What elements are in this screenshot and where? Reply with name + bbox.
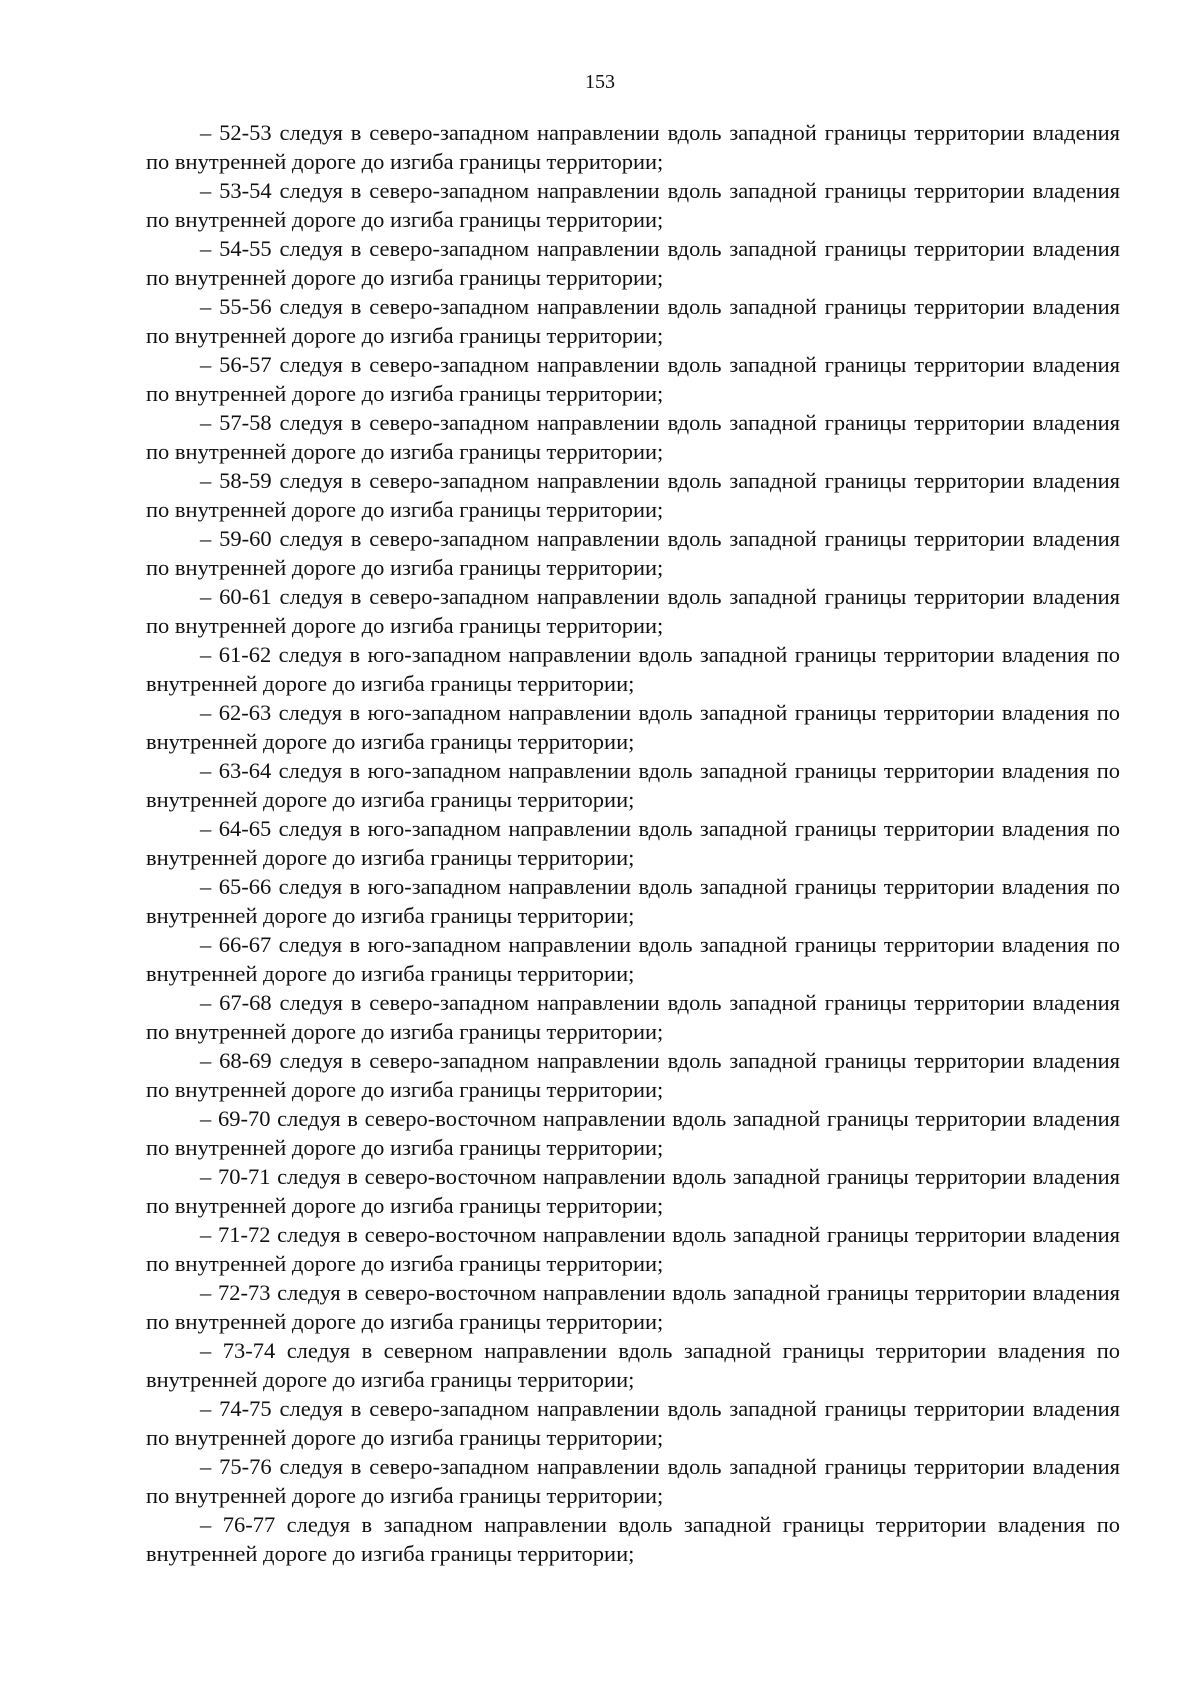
boundary-segment-paragraph: – 73-74 следуя в северном направлении вдоль западной границы территории владения по внутренней дороге до изгиба границы территории; bbox=[146, 1338, 1120, 1392]
boundary-segment-paragraph: – 63-64 следуя в юго-западном направлении вдоль западной границы территории владения по внутренней дороге до изгиба границы территории; bbox=[146, 758, 1120, 812]
boundary-segment-paragraph: – 61-62 следуя в юго-западном направлении вдоль западной границы территории владения по внутренней дороге до изгиба границы территории; bbox=[146, 642, 1120, 696]
boundary-segment-paragraph: – 54-55 следуя в северо-западном направлении вдоль западной границы территории владения по внутренней дороге до изгиба границы территории; bbox=[146, 236, 1120, 290]
boundary-segment-paragraph: – 70-71 следуя в северо-восточном направлении вдоль западной границы территории владения по внутренней дороге до изгиба границы территории; bbox=[146, 1164, 1120, 1218]
boundary-segment-paragraph: – 72-73 следуя в северо-восточном направлении вдоль западной границы территории владения по внутренней дороге до изгиба границы территории; bbox=[146, 1280, 1120, 1334]
boundary-segment-paragraph: – 67-68 следуя в северо-западном направлении вдоль западной границы территории владения по внутренней дороге до изгиба границы территории; bbox=[146, 990, 1120, 1044]
boundary-segment-paragraph: – 58-59 следуя в северо-западном направлении вдоль западной границы территории владения по внутренней дороге до изгиба границы территории; bbox=[146, 468, 1120, 522]
boundary-segment-paragraph: – 53-54 следуя в северо-западном направлении вдоль западной границы территории владения по внутренней дороге до изгиба границы территории; bbox=[146, 178, 1120, 232]
boundary-segment-paragraph: – 75-76 следуя в северо-западном направлении вдоль западной границы территории владения по внутренней дороге до изгиба границы территории; bbox=[146, 1454, 1120, 1508]
boundary-segment-paragraph: – 56-57 следуя в северо-западном направлении вдоль западной границы территории владения по внутренней дороге до изгиба границы территории; bbox=[146, 352, 1120, 406]
boundary-segment-paragraph: – 65-66 следуя в юго-западном направлении вдоль западной границы территории владения по внутренней дороге до изгиба границы территории; bbox=[146, 874, 1120, 928]
boundary-segment-paragraph: – 60-61 следуя в северо-западном направлении вдоль западной границы территории владения по внутренней дороге до изгиба границы территории; bbox=[146, 584, 1120, 638]
boundary-segment-paragraph: – 55-56 следуя в северо-западном направлении вдоль западной границы территории владения по внутренней дороге до изгиба границы территории; bbox=[146, 294, 1120, 348]
boundary-segment-paragraph: – 62-63 следуя в юго-западном направлении вдоль западной границы территории владения по внутренней дороге до изгиба границы территории; bbox=[146, 700, 1120, 754]
boundary-segment-paragraph: – 64-65 следуя в юго-западном направлении вдоль западной границы территории владения по внутренней дороге до изгиба границы территории; bbox=[146, 816, 1120, 870]
page-number: 153 bbox=[585, 71, 615, 93]
document-body bbox=[146, 118, 1120, 1568]
boundary-segment-paragraph: – 71-72 следуя в северо-восточном направлении вдоль западной границы территории владения по внутренней дороге до изгиба границы территории; bbox=[146, 1222, 1120, 1276]
boundary-segment-paragraph: – 74-75 следуя в северо-западном направлении вдоль западной границы территории владения по внутренней дороге до изгиба границы территории; bbox=[146, 1396, 1120, 1450]
boundary-segment-paragraph: – 68-69 следуя в северо-западном направлении вдоль западной границы территории владения по внутренней дороге до изгиба границы территории; bbox=[146, 1048, 1120, 1102]
boundary-segment-paragraph: – 66-67 следуя в юго-западном направлении вдоль западной границы территории владения по внутренней дороге до изгиба границы территории; bbox=[146, 932, 1120, 986]
boundary-segment-paragraph: – 69-70 следуя в северо-восточном направлении вдоль западной границы территории владения по внутренней дороге до изгиба границы территории; bbox=[146, 1106, 1120, 1160]
boundary-segment-paragraph: – 59-60 следуя в северо-западном направлении вдоль западной границы территории владения по внутренней дороге до изгиба границы территории; bbox=[146, 526, 1120, 580]
boundary-segment-paragraph: – 52-53 следуя в северо-западном направлении вдоль западной границы территории владения по внутренней дороге до изгиба границы территории; bbox=[146, 120, 1120, 174]
boundary-segment-paragraph: – 76-77 следуя в западном направлении вдоль западной границы территории владения по внутренней дороге до изгиба границы территории; bbox=[146, 1512, 1120, 1566]
boundary-segment-paragraph: – 57-58 следуя в северо-западном направлении вдоль западной границы территории владения по внутренней дороге до изгиба границы территории; bbox=[146, 410, 1120, 464]
